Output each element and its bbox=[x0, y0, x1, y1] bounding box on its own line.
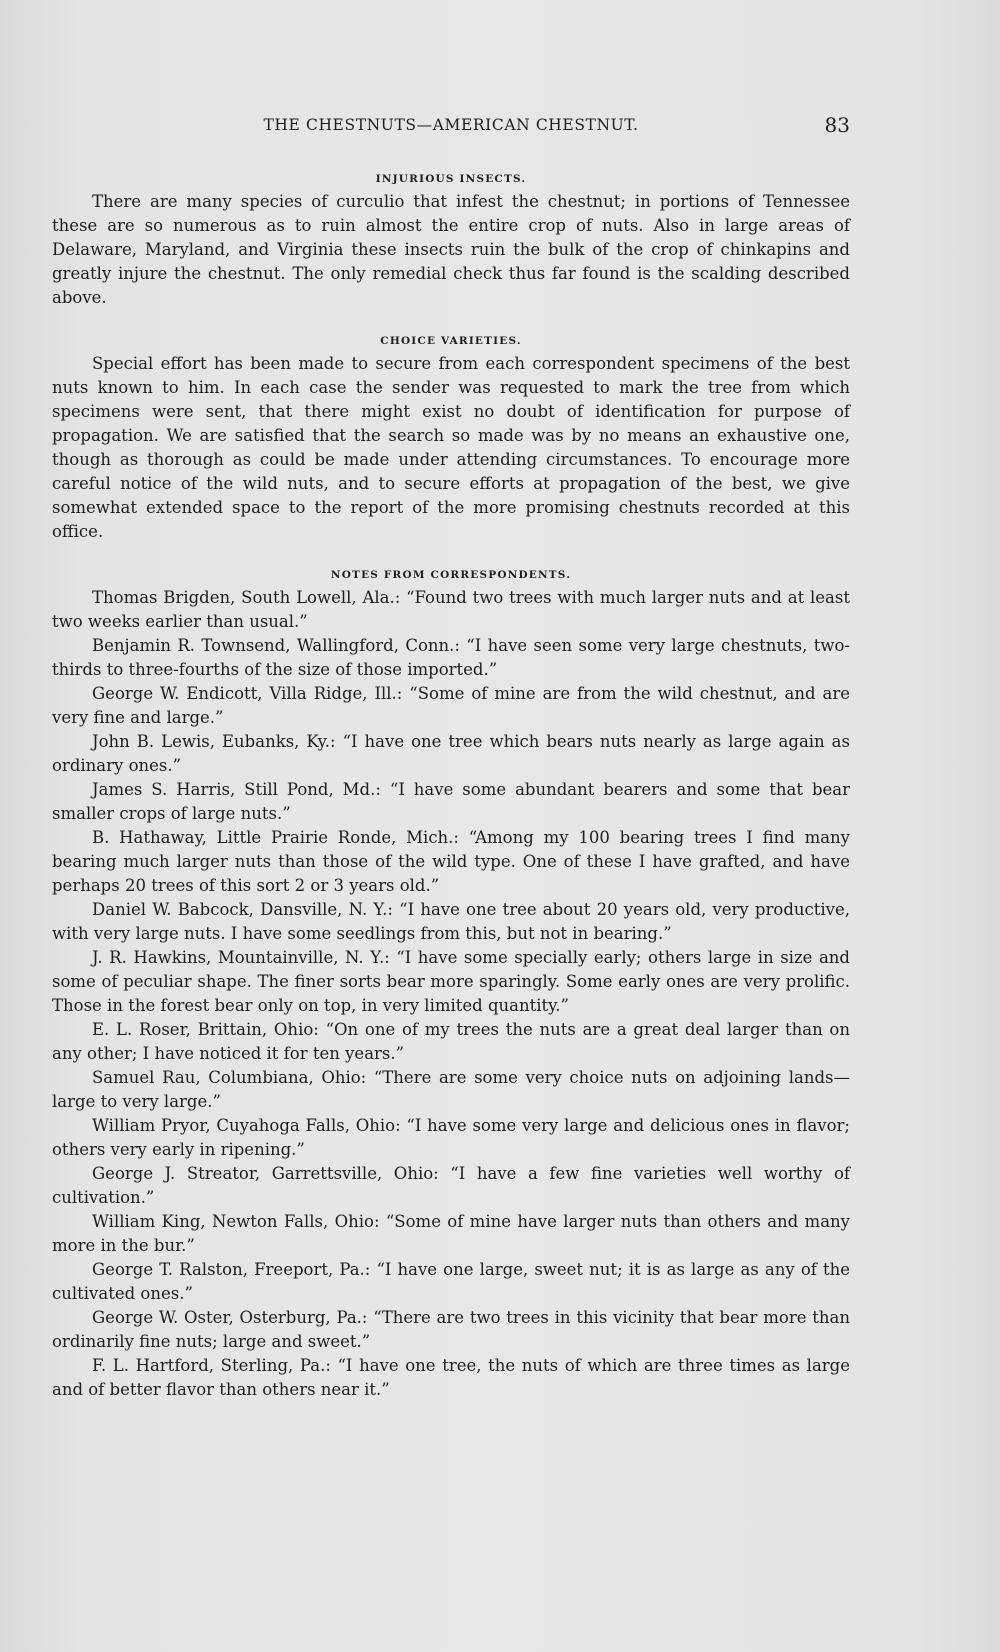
running-head bbox=[52, 113, 850, 140]
correspondent-note: James S. Harris, Still Pond, Md.: “I have some abundant bearers and some that bear smaller crops of large nuts.” bbox=[52, 780, 850, 823]
correspondent-note: William King, Newton Falls, Ohio: “Some of mine have larger nuts than others and many more in the bur.” bbox=[52, 1212, 850, 1255]
body-text bbox=[52, 168, 850, 1402]
correspondent-note: Samuel Rau, Columbiana, Ohio: “There are some very choice nuts on adjoining lands—large to very large.” bbox=[52, 1068, 850, 1111]
paragraph: Special effort has been made to secure from each correspondent specimens of the best nuts known to him. In each case the sender was requested to mark the tree from which specimens were sent, that there might exist no doubt of identification for purpose of propagation. We are satisfied that the search so made was by no means an exhaustive one, though as thorough as could be made under attending circumstances. To encourage more careful notice of the wild nuts, and to secure efforts at propagation of the best, we give somewhat extended space to the report of the more promising chestnuts recorded at this office. bbox=[52, 354, 850, 541]
correspondent-note: George J. Streator, Garrettsville, Ohio: “I have a few fine varieties well worthy of cultivation.” bbox=[52, 1164, 850, 1207]
running-title: THE CHESTNUTS—AMERICAN CHESTNUT. bbox=[263, 116, 639, 134]
correspondent-note: Daniel W. Babcock, Dansville, N. Y.: “I have one tree about 20 years old, very productive, with very large nuts. I have some seedlings from this, but not in bearing.” bbox=[52, 900, 850, 943]
correspondent-note: Benjamin R. Townsend, Wallingford, Conn.: “I have seen some very large chestnuts, two-thirds to three-fourths of the size of those imported.” bbox=[52, 636, 850, 679]
correspondent-note: F. L. Hartford, Sterling, Pa.: “I have one tree, the nuts of which are three times as large and of better flavor than others near it.” bbox=[52, 1356, 850, 1399]
page-number: 83 bbox=[824, 113, 850, 137]
correspondent-note: George T. Ralston, Freeport, Pa.: “I have one large, sweet nut; it is as large as any of the cultivated ones.” bbox=[52, 1260, 850, 1303]
correspondent-note: George W. Oster, Osterburg, Pa.: “There are two trees in this vicinity that bear more than ordinarily fine nuts; large and sweet.” bbox=[52, 1308, 850, 1351]
correspondent-note: William Pryor, Cuyahoga Falls, Ohio: “I have some very large and delicious ones in flavor; others very early in ripening.” bbox=[52, 1116, 850, 1159]
section-heading-injurious-insects: INJURIOUS INSECTS. bbox=[375, 173, 527, 185]
correspondent-note: B. Hathaway, Little Prairie Ronde, Mich.: “Among my 100 bearing trees I find many bearing much larger nuts than those of the wild type. One of these I have grafted, and have perhaps 20 trees of this sort 2 or 3 years old.” bbox=[52, 828, 850, 895]
paragraph: There are many species of curculio that infest the chestnut; in portions of Tennessee these are so numerous as to ruin almost the entire crop of nuts. Also in large areas of Delaware, Maryland, and Virginia these insects ruin the bulk of the crop of chinkapins and greatly injure the chestnut. The only remedial check thus far found is the scalding described above. bbox=[52, 192, 850, 307]
correspondent-note: John B. Lewis, Eubanks, Ky.: “I have one tree which bears nuts nearly as large again as ordinary ones.” bbox=[52, 732, 850, 775]
correspondent-note: George W. Endicott, Villa Ridge, Ill.: “Some of mine are from the wild chestnut, and are very fine and large.” bbox=[52, 684, 850, 727]
correspondent-note: J. R. Hawkins, Mountainville, N. Y.: “I have some specially early; others large in size and some of peculiar shape. The finer sorts bear more sparingly. Some early ones are very prolific. Those in the forest bear only on top, in very limited quantity.” bbox=[52, 948, 850, 1015]
correspondent-note: Thomas Brigden, South Lowell, Ala.: “Found two trees with much larger nuts and at least two weeks earlier than usual.” bbox=[52, 588, 850, 631]
section-heading-notes-from-correspondents: NOTES FROM CORRESPONDENTS. bbox=[330, 569, 572, 581]
correspondent-note: E. L. Roser, Brittain, Ohio: “On one of my trees the nuts are a great deal larger than on any other; I have noticed it for ten years.” bbox=[52, 1020, 850, 1063]
section-heading-choice-varieties: CHOICE VARIETIES. bbox=[380, 335, 522, 347]
